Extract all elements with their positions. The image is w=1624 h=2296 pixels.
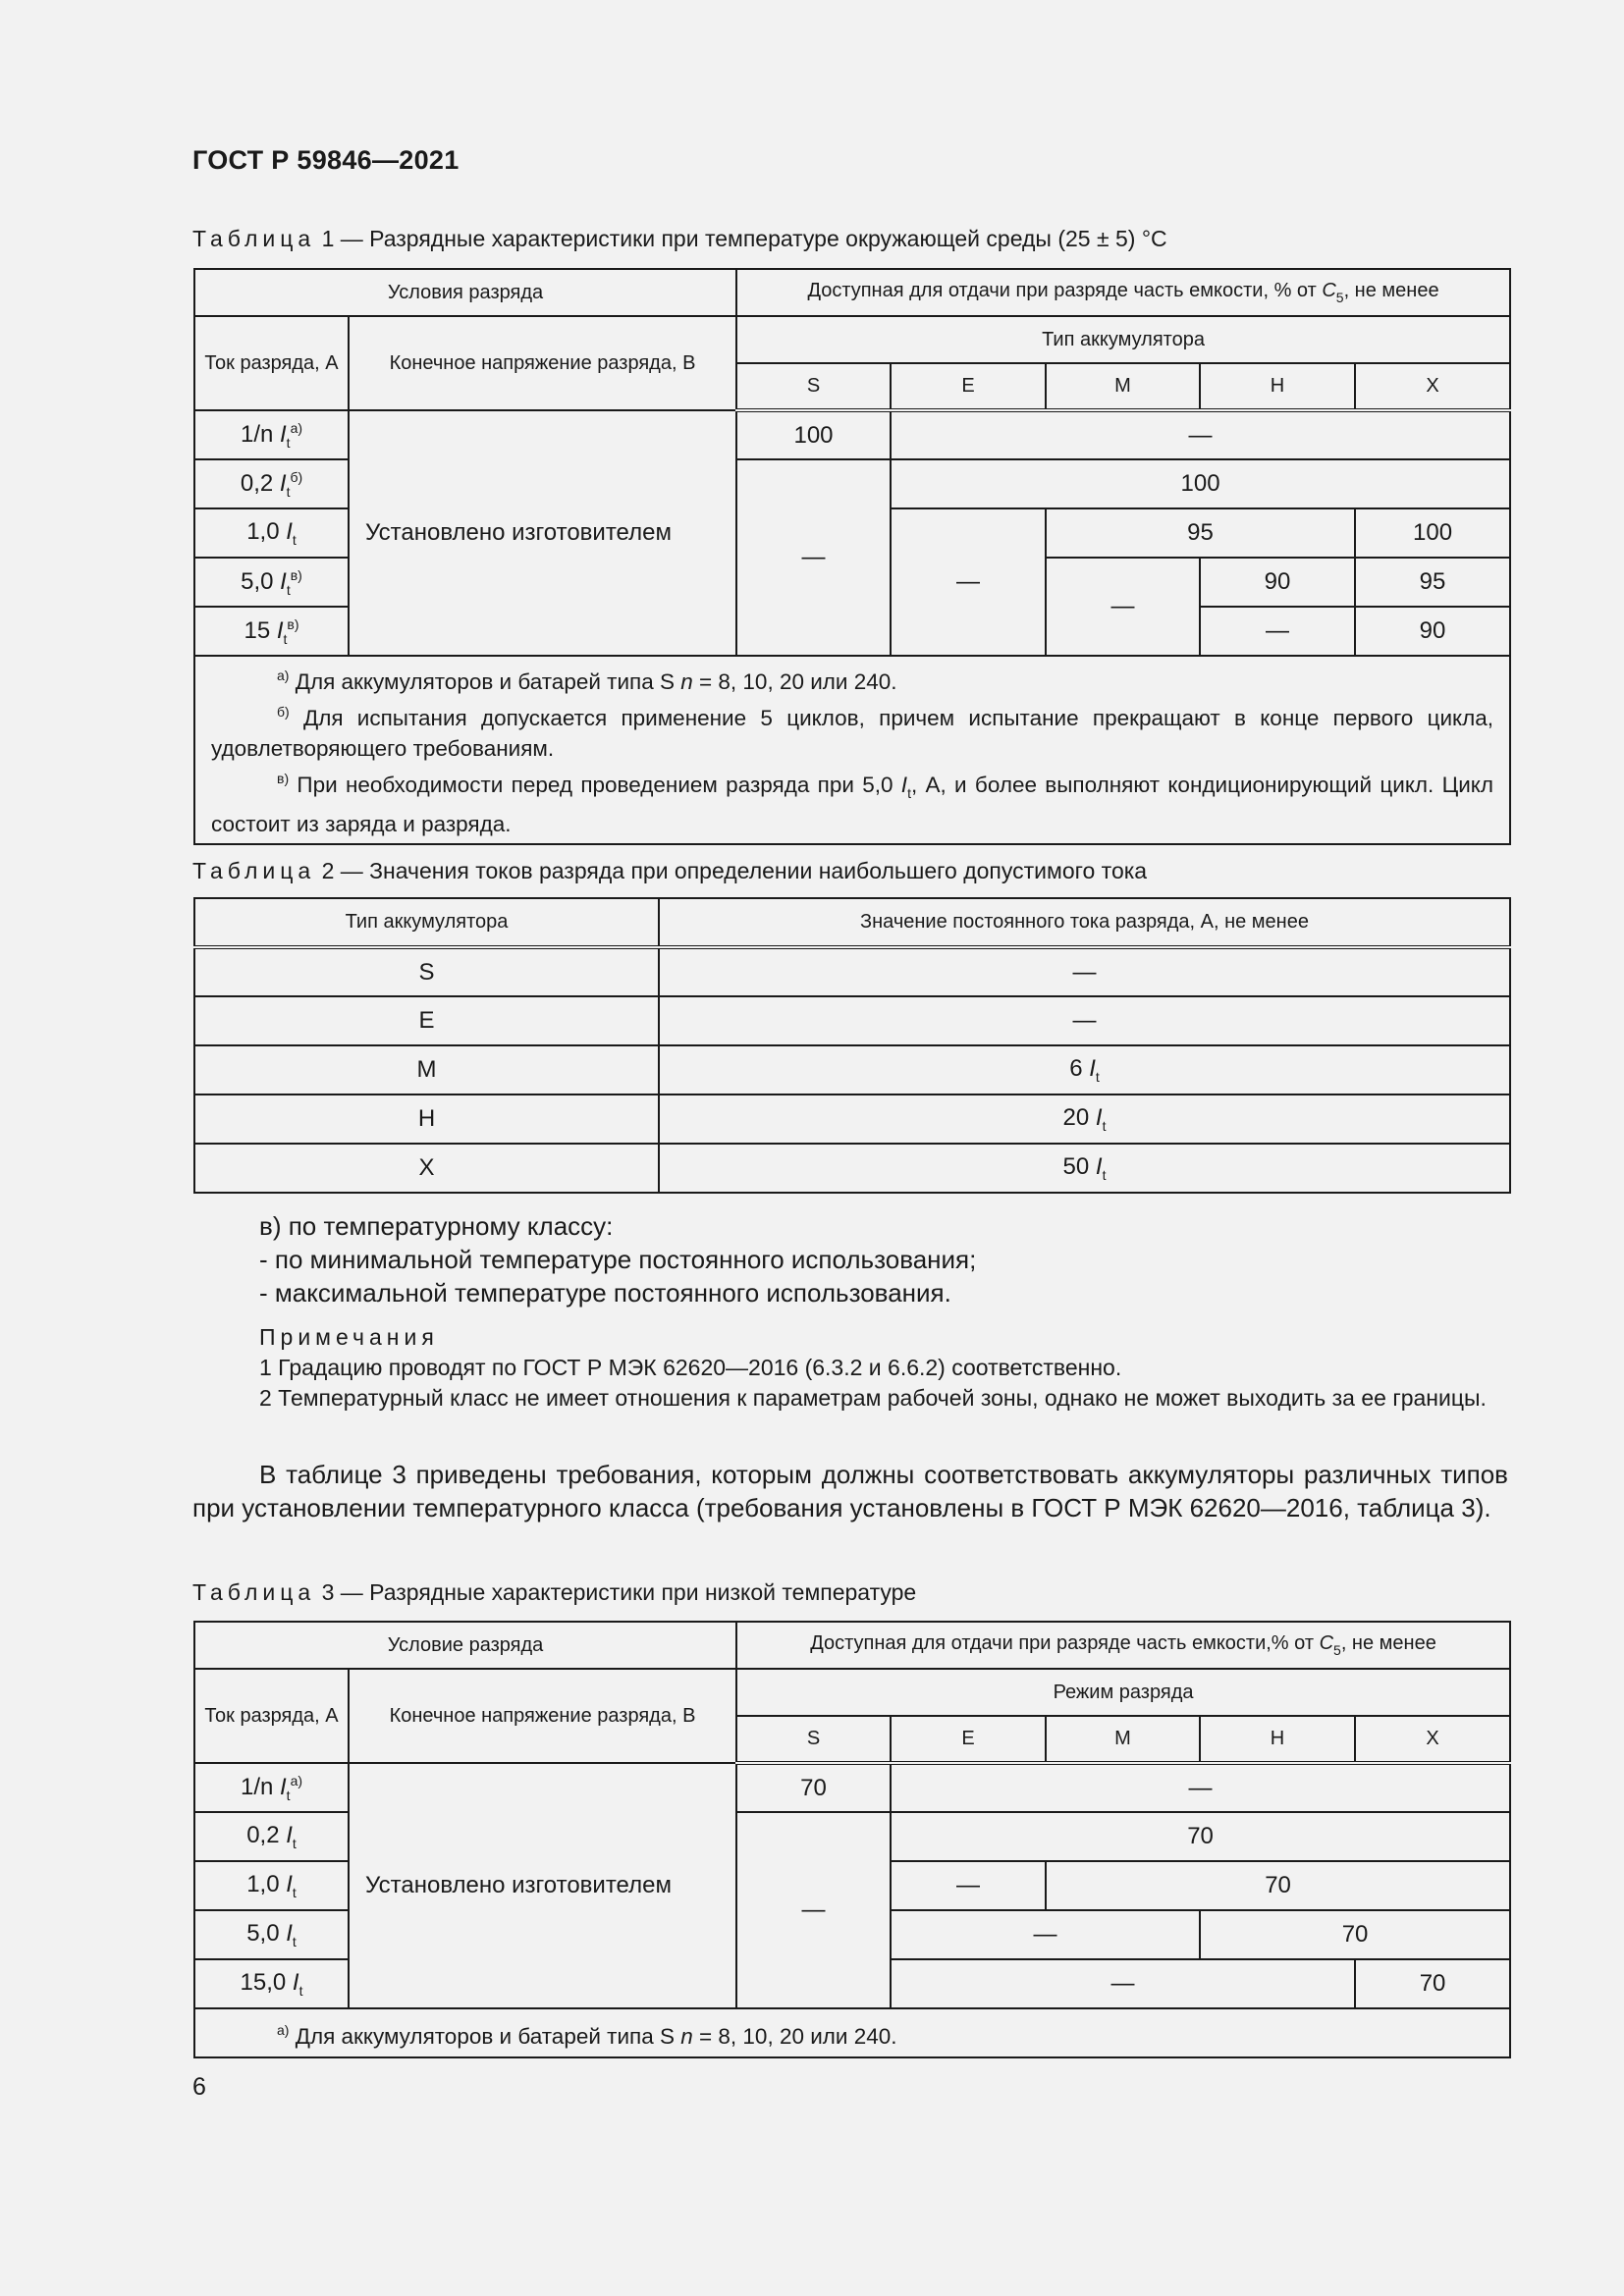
footnote-a: $^{а)}$ Для аккумуляторов и батарей типа S n = 8, 10, 20 или 240.: [277, 667, 897, 694]
table2-header-value: Значение постоянного тока разряда, А, не менее: [659, 898, 1510, 947]
table1-cell: 95: [1046, 508, 1355, 558]
table3-header-voltage: Конечное напряжение разряда, В: [349, 1669, 736, 1763]
table3-current-cell: 5,0 $I_t$: [194, 1910, 349, 1959]
table2-caption: [192, 858, 1147, 884]
table2-value-cell: —: [659, 947, 1510, 996]
table1-cell: 100: [736, 410, 891, 459]
list-item: - максимальной температуре постоянного использования.: [259, 1278, 951, 1308]
table3-type-m: M: [1046, 1716, 1200, 1763]
table1-footnotes: [194, 656, 1510, 844]
table1-type-e: E: [891, 363, 1046, 410]
note-2: 2 Температурный класс не имеет отношения к параметрам рабочей зоны, однако не может выходить за ее границы.: [259, 1385, 1487, 1411]
table1-current-cell: 1,0 $I_t$: [194, 508, 349, 558]
table1-header-voltage: Конечное напряжение разряда, В: [349, 316, 736, 410]
table1-caption: [192, 226, 1167, 252]
table1-cell: —: [1200, 607, 1355, 656]
table1-current-cell: 0,2 $I_t^{б)}$: [194, 459, 349, 508]
table1-caption-text: 1 — Разрядные характеристики при температуре окружающей среды (25 ± 5) °С: [315, 226, 1167, 251]
table2-type-cell: M: [194, 1045, 659, 1095]
table2-value-cell: 6 $I_t$: [659, 1045, 1510, 1095]
document-header: ГОСТ Р 59846—2021: [192, 145, 460, 175]
capacity-c-sub: 5: [1335, 290, 1344, 305]
table2-value-cell: 20 $I_t$: [659, 1095, 1510, 1144]
table1-header-capacity: [736, 269, 1510, 316]
table3: [193, 1621, 1511, 2058]
table3-cell: 70: [891, 1812, 1510, 1861]
table1-cell: —: [891, 508, 1046, 656]
table2-caption-word: Таблица: [192, 858, 316, 883]
table3-voltage-value: Установлено изготовителем: [349, 1763, 736, 2008]
list-item: в) по температурному классу:: [259, 1211, 614, 1241]
table3-cell: 70: [1046, 1861, 1510, 1910]
capacity-text-pre: Доступная для отдачи при разряде часть емкости, % от: [807, 280, 1323, 301]
notes-block: [192, 1322, 1508, 1414]
table2-type-cell: X: [194, 1144, 659, 1193]
table3-current-cell: 15,0 $I_t$: [194, 1959, 349, 2008]
table2-value-cell: —: [659, 996, 1510, 1045]
footnote-v: $^{в)}$ При необходимости перед проведением разряда при 5,0 $I_t$, А, и более выполняют кондиционирующий цикл. Цикл состоит из заряда и разряда.: [211, 771, 1494, 836]
table3-header-current: Ток разряда, А: [194, 1669, 349, 1763]
table3-type-h: H: [1200, 1716, 1355, 1763]
footnote-b: $^{б)}$ Для испытания допускается применение 5 циклов, причем испытание прекращают в конце первого цикла, удовлетворяющего требованиям.: [211, 704, 1494, 761]
table3-cell: 70: [1355, 1959, 1510, 2008]
table2-caption-text: 2 — Значения токов разряда при определении наибольшего допустимого тока: [315, 858, 1148, 883]
table1-cell: 90: [1200, 558, 1355, 607]
table1-cell: 100: [1355, 508, 1510, 558]
table3-caption-text: 3 — Разрядные характеристики при низкой температуре: [315, 1579, 917, 1605]
table3-caption-word: Таблица: [192, 1579, 316, 1605]
note-1: 1 Градацию проводят по ГОСТ Р МЭК 62620—2016 (6.3.2 и 6.6.2) соответственно.: [259, 1355, 1122, 1380]
table3-caption: [192, 1579, 916, 1606]
capacity-text-post: , не менее: [1343, 280, 1439, 301]
page-number: 6: [192, 2073, 206, 2101]
table3-header-capacity: Доступная для отдачи при разряде часть емкости,% от $C_5$, не менее: [736, 1622, 1510, 1669]
table3-cell: —: [891, 1910, 1200, 1959]
table1: [193, 268, 1511, 845]
table1-cell: —: [736, 459, 891, 656]
table3-cell: —: [891, 1763, 1510, 1812]
table1-type-x: X: [1355, 363, 1510, 410]
table3-cell: 70: [1200, 1910, 1510, 1959]
table1-voltage-value: Установлено изготовителем: [349, 410, 736, 656]
table1-type-h: H: [1200, 363, 1355, 410]
table1-current-cell: 5,0 $I_t^{в)}$: [194, 558, 349, 607]
table1-header-current: Ток разряда, А: [194, 316, 349, 410]
table3-cell: —: [891, 1959, 1355, 2008]
table3-header-mode: Режим разряда: [736, 1669, 1510, 1716]
table3-cell: —: [736, 1812, 891, 2008]
capacity-c-symbol: C: [1322, 280, 1336, 301]
table3-cell: 70: [736, 1763, 891, 1812]
table1-header-conditions: Условия разряда: [194, 269, 736, 316]
table3-footnote: [194, 2008, 1510, 2057]
table2-value-cell: 50 $I_t$: [659, 1144, 1510, 1193]
temperature-class-list: [192, 1209, 1508, 1309]
table1-caption-word: Таблица: [192, 226, 316, 251]
table2-type-cell: E: [194, 996, 659, 1045]
table1-cell: 95: [1355, 558, 1510, 607]
footnote-a: $^{а)}$ Для аккумуляторов и батарей типа S n = 8, 10, 20 или 240.: [277, 2021, 897, 2049]
table3-header-conditions: Условие разряда: [194, 1622, 736, 1669]
table1-type-s: S: [736, 363, 891, 410]
table3-type-e: E: [891, 1716, 1046, 1763]
table3-cell: —: [891, 1861, 1046, 1910]
table1-cell: 90: [1355, 607, 1510, 656]
table1-header-type: Тип аккумулятора: [736, 316, 1510, 363]
paragraph: В таблице 3 приведены требования, которым должны соответствовать аккумуляторы различных типов при установлении температурного класса (требования установлены в ГОСТ Р МЭК 62620—2016, таблица 3).: [192, 1460, 1508, 1522]
table1-type-m: M: [1046, 363, 1200, 410]
table1-current-cell: 1/n $I_t^{а)}$: [194, 410, 349, 459]
table2-type-cell: H: [194, 1095, 659, 1144]
table2-type-cell: S: [194, 947, 659, 996]
table3-type-s: S: [736, 1716, 891, 1763]
list-item: - по минимальной температуре постоянного использования;: [259, 1245, 977, 1274]
table1-cell: —: [891, 410, 1510, 459]
table3-current-cell: 0,2 $I_t$: [194, 1812, 349, 1861]
table2-header-type: Тип аккумулятора: [194, 898, 659, 947]
table1-cell: 100: [891, 459, 1510, 508]
table3-current-cell: 1,0 $I_t$: [194, 1861, 349, 1910]
table3-type-x: X: [1355, 1716, 1510, 1763]
table3-current-cell: 1/n $I_t^{а)}$: [194, 1763, 349, 1812]
notes-title: Примечания: [259, 1324, 439, 1350]
table1-current-cell: 15 $I_t^{в)}$: [194, 607, 349, 656]
table2: [193, 897, 1511, 1194]
table1-cell: —: [1046, 558, 1200, 656]
